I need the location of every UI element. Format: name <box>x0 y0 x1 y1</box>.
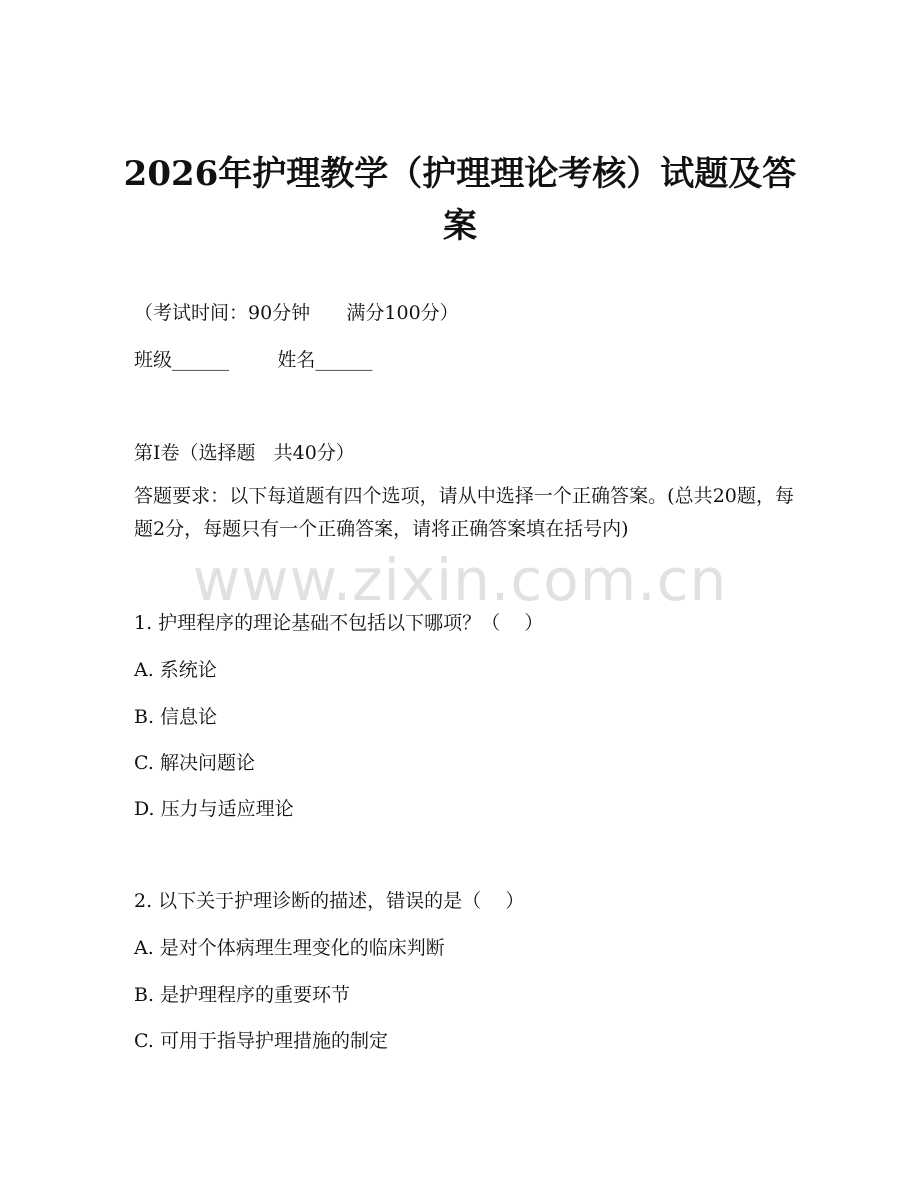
exam-info: （考试时间：90分钟 满分100分） <box>134 302 459 324</box>
question-1-option-a: A. 系统论 <box>134 659 217 681</box>
student-fields: 班级______ 姓名______ <box>134 349 373 371</box>
section-title: 第I卷（选择题 共40分） <box>134 442 355 464</box>
question-2-option-a: A. 是对个体病理生理变化的临床判断 <box>134 937 445 959</box>
question-1-option-d: D. 压力与适应理论 <box>134 798 294 820</box>
question-1-stem: 1. 护理程序的理论基础不包括以下哪项？（ ） <box>134 612 544 634</box>
question-1-option-c: C. 解决问题论 <box>134 752 255 774</box>
question-2-option-c: C. 可用于指导护理措施的制定 <box>134 1030 388 1052</box>
question-2-option-b: B. 是护理程序的重要环节 <box>134 984 351 1006</box>
instructions: 答题要求：以下每道题有四个选项，请从中选择一个正确答案。(总共20题，每题2分，每题只有一个正确答案，请将正确答案填在括号内) <box>134 485 794 540</box>
watermark: www.zixin.com.cn <box>192 546 728 614</box>
question-2-stem: 2. 以下关于护理诊断的描述，错误的是（ ） <box>134 890 525 912</box>
document-title: 2026年护理教学（护理理论考核）试题及答案 <box>123 154 797 246</box>
question-1-option-b: B. 信息论 <box>134 706 218 728</box>
